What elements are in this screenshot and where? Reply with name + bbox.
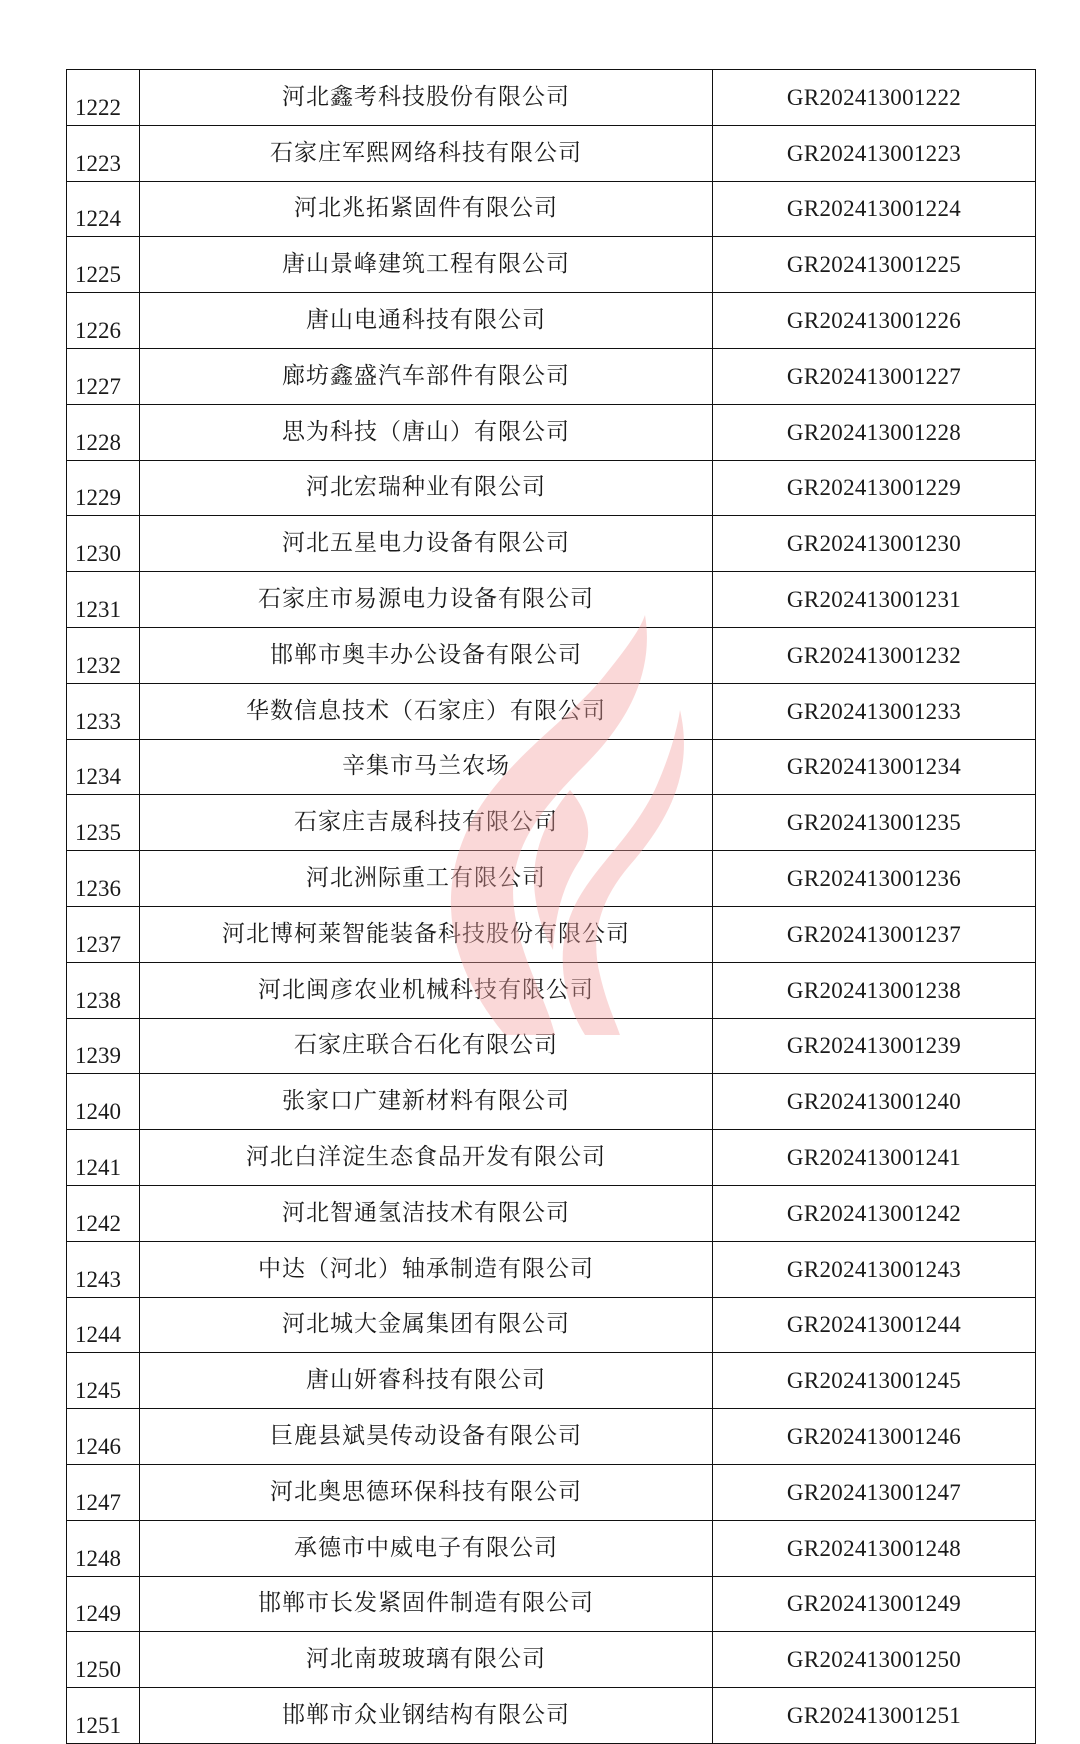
company-name-cell: 河北鑫考科技股份有限公司 xyxy=(140,70,713,126)
certificate-code-cell: GR202413001225 xyxy=(713,237,1036,293)
table-row xyxy=(67,348,1036,404)
row-number-cell: 1249 xyxy=(67,1576,140,1632)
row-number-cell: 1223 xyxy=(67,125,140,181)
table-row xyxy=(67,1520,1036,1576)
certificate-code-cell: GR202413001238 xyxy=(713,962,1036,1018)
row-number-cell: 1226 xyxy=(67,293,140,349)
row-number-cell: 1245 xyxy=(67,1353,140,1409)
company-name-cell: 承德市中威电子有限公司 xyxy=(140,1520,713,1576)
table-row xyxy=(67,1464,1036,1520)
certificate-code-cell: GR202413001248 xyxy=(713,1520,1036,1576)
row-number-cell: 1231 xyxy=(67,572,140,628)
company-name-cell: 河北博柯莱智能装备科技股份有限公司 xyxy=(140,906,713,962)
row-number-cell: 1244 xyxy=(67,1297,140,1353)
row-number-cell: 1230 xyxy=(67,516,140,572)
certificate-code-cell: GR202413001222 xyxy=(713,70,1036,126)
company-name-cell: 河北兆拓紧固件有限公司 xyxy=(140,181,713,237)
company-name-cell: 邯郸市长发紧固件制造有限公司 xyxy=(140,1576,713,1632)
table-row xyxy=(67,237,1036,293)
table-row xyxy=(67,1241,1036,1297)
table-row xyxy=(67,906,1036,962)
certificate-code-cell: GR202413001231 xyxy=(713,572,1036,628)
row-number-cell: 1233 xyxy=(67,683,140,739)
company-name-cell: 河北智通氢洁技术有限公司 xyxy=(140,1185,713,1241)
table-row xyxy=(67,683,1036,739)
company-name-cell: 辛集市马兰农场 xyxy=(140,739,713,795)
row-number-cell: 1227 xyxy=(67,348,140,404)
table-row xyxy=(67,1353,1036,1409)
table-row xyxy=(67,962,1036,1018)
certificate-code-cell: GR202413001245 xyxy=(713,1353,1036,1409)
certificate-code-cell: GR202413001229 xyxy=(713,460,1036,516)
row-number-cell: 1222 xyxy=(67,70,140,126)
certificate-table xyxy=(66,69,1036,1744)
company-name-cell: 廊坊鑫盛汽车部件有限公司 xyxy=(140,348,713,404)
certificate-code-cell: GR202413001250 xyxy=(713,1632,1036,1688)
row-number-cell: 1225 xyxy=(67,237,140,293)
company-name-cell: 石家庄联合石化有限公司 xyxy=(140,1018,713,1074)
company-name-cell: 张家口广建新材料有限公司 xyxy=(140,1074,713,1130)
certificate-code-cell: GR202413001249 xyxy=(713,1576,1036,1632)
table-row xyxy=(67,1632,1036,1688)
certificate-code-cell: GR202413001236 xyxy=(713,851,1036,907)
company-name-cell: 河北闽彦农业机械科技有限公司 xyxy=(140,962,713,1018)
certificate-code-cell: GR202413001227 xyxy=(713,348,1036,404)
row-number-cell: 1246 xyxy=(67,1409,140,1465)
certificate-code-cell: GR202413001243 xyxy=(713,1241,1036,1297)
certificate-code-cell: GR202413001233 xyxy=(713,683,1036,739)
company-name-cell: 邯郸市众业钢结构有限公司 xyxy=(140,1688,713,1744)
company-name-cell: 巨鹿县斌昊传动设备有限公司 xyxy=(140,1409,713,1465)
certificate-code-cell: GR202413001246 xyxy=(713,1409,1036,1465)
certificate-code-cell: GR202413001241 xyxy=(713,1130,1036,1186)
company-name-cell: 石家庄市易源电力设备有限公司 xyxy=(140,572,713,628)
table-row xyxy=(67,739,1036,795)
table-row xyxy=(67,181,1036,237)
table-row xyxy=(67,1130,1036,1186)
table-row xyxy=(67,516,1036,572)
table-row xyxy=(67,795,1036,851)
row-number-cell: 1248 xyxy=(67,1520,140,1576)
table-row xyxy=(67,404,1036,460)
certificate-code-cell: GR202413001226 xyxy=(713,293,1036,349)
table-row xyxy=(67,1409,1036,1465)
table-body xyxy=(67,70,1036,1744)
table-row xyxy=(67,627,1036,683)
row-number-cell: 1235 xyxy=(67,795,140,851)
table-row xyxy=(67,70,1036,126)
row-number-cell: 1239 xyxy=(67,1018,140,1074)
certificate-code-cell: GR202413001240 xyxy=(713,1074,1036,1130)
certificate-code-cell: GR202413001228 xyxy=(713,404,1036,460)
company-name-cell: 华数信息技术（石家庄）有限公司 xyxy=(140,683,713,739)
certificate-code-cell: GR202413001239 xyxy=(713,1018,1036,1074)
certificate-code-cell: GR202413001235 xyxy=(713,795,1036,851)
certificate-code-cell: GR202413001237 xyxy=(713,906,1036,962)
row-number-cell: 1238 xyxy=(67,962,140,1018)
company-name-cell: 思为科技（唐山）有限公司 xyxy=(140,404,713,460)
company-name-cell: 石家庄吉晟科技有限公司 xyxy=(140,795,713,851)
row-number-cell: 1242 xyxy=(67,1185,140,1241)
table-row xyxy=(67,1185,1036,1241)
certificate-code-cell: GR202413001224 xyxy=(713,181,1036,237)
company-name-cell: 邯郸市奥丰办公设备有限公司 xyxy=(140,627,713,683)
certificate-code-cell: GR202413001242 xyxy=(713,1185,1036,1241)
table-row xyxy=(67,293,1036,349)
certificate-code-cell: GR202413001223 xyxy=(713,125,1036,181)
row-number-cell: 1232 xyxy=(67,627,140,683)
company-name-cell: 唐山电通科技有限公司 xyxy=(140,293,713,349)
company-name-cell: 中达（河北）轴承制造有限公司 xyxy=(140,1241,713,1297)
table-row xyxy=(67,1576,1036,1632)
table-row xyxy=(67,1074,1036,1130)
company-name-cell: 河北宏瑞种业有限公司 xyxy=(140,460,713,516)
certificate-code-cell: GR202413001251 xyxy=(713,1688,1036,1744)
certificate-code-cell: GR202413001244 xyxy=(713,1297,1036,1353)
table-row xyxy=(67,1297,1036,1353)
company-name-cell: 唐山妍睿科技有限公司 xyxy=(140,1353,713,1409)
company-name-cell: 河北洲际重工有限公司 xyxy=(140,851,713,907)
row-number-cell: 1234 xyxy=(67,739,140,795)
company-name-cell: 石家庄军熙网络科技有限公司 xyxy=(140,125,713,181)
table-row xyxy=(67,460,1036,516)
row-number-cell: 1243 xyxy=(67,1241,140,1297)
company-name-cell: 河北白洋淀生态食品开发有限公司 xyxy=(140,1130,713,1186)
row-number-cell: 1240 xyxy=(67,1074,140,1130)
row-number-cell: 1224 xyxy=(67,181,140,237)
row-number-cell: 1237 xyxy=(67,906,140,962)
certificate-code-cell: GR202413001247 xyxy=(713,1464,1036,1520)
table-row xyxy=(67,1688,1036,1744)
row-number-cell: 1228 xyxy=(67,404,140,460)
company-name-cell: 河北奥思德环保科技有限公司 xyxy=(140,1464,713,1520)
certificate-code-cell: GR202413001232 xyxy=(713,627,1036,683)
table-row xyxy=(67,851,1036,907)
row-number-cell: 1241 xyxy=(67,1130,140,1186)
row-number-cell: 1250 xyxy=(67,1632,140,1688)
table-row xyxy=(67,125,1036,181)
row-number-cell: 1247 xyxy=(67,1464,140,1520)
row-number-cell: 1229 xyxy=(67,460,140,516)
row-number-cell: 1251 xyxy=(67,1688,140,1744)
row-number-cell: 1236 xyxy=(67,851,140,907)
company-name-cell: 河北五星电力设备有限公司 xyxy=(140,516,713,572)
company-name-cell: 河北城大金属集团有限公司 xyxy=(140,1297,713,1353)
table-row xyxy=(67,572,1036,628)
certificate-code-cell: GR202413001234 xyxy=(713,739,1036,795)
company-name-cell: 河北南玻玻璃有限公司 xyxy=(140,1632,713,1688)
company-name-cell: 唐山景峰建筑工程有限公司 xyxy=(140,237,713,293)
table-row xyxy=(67,1018,1036,1074)
certificate-code-cell: GR202413001230 xyxy=(713,516,1036,572)
